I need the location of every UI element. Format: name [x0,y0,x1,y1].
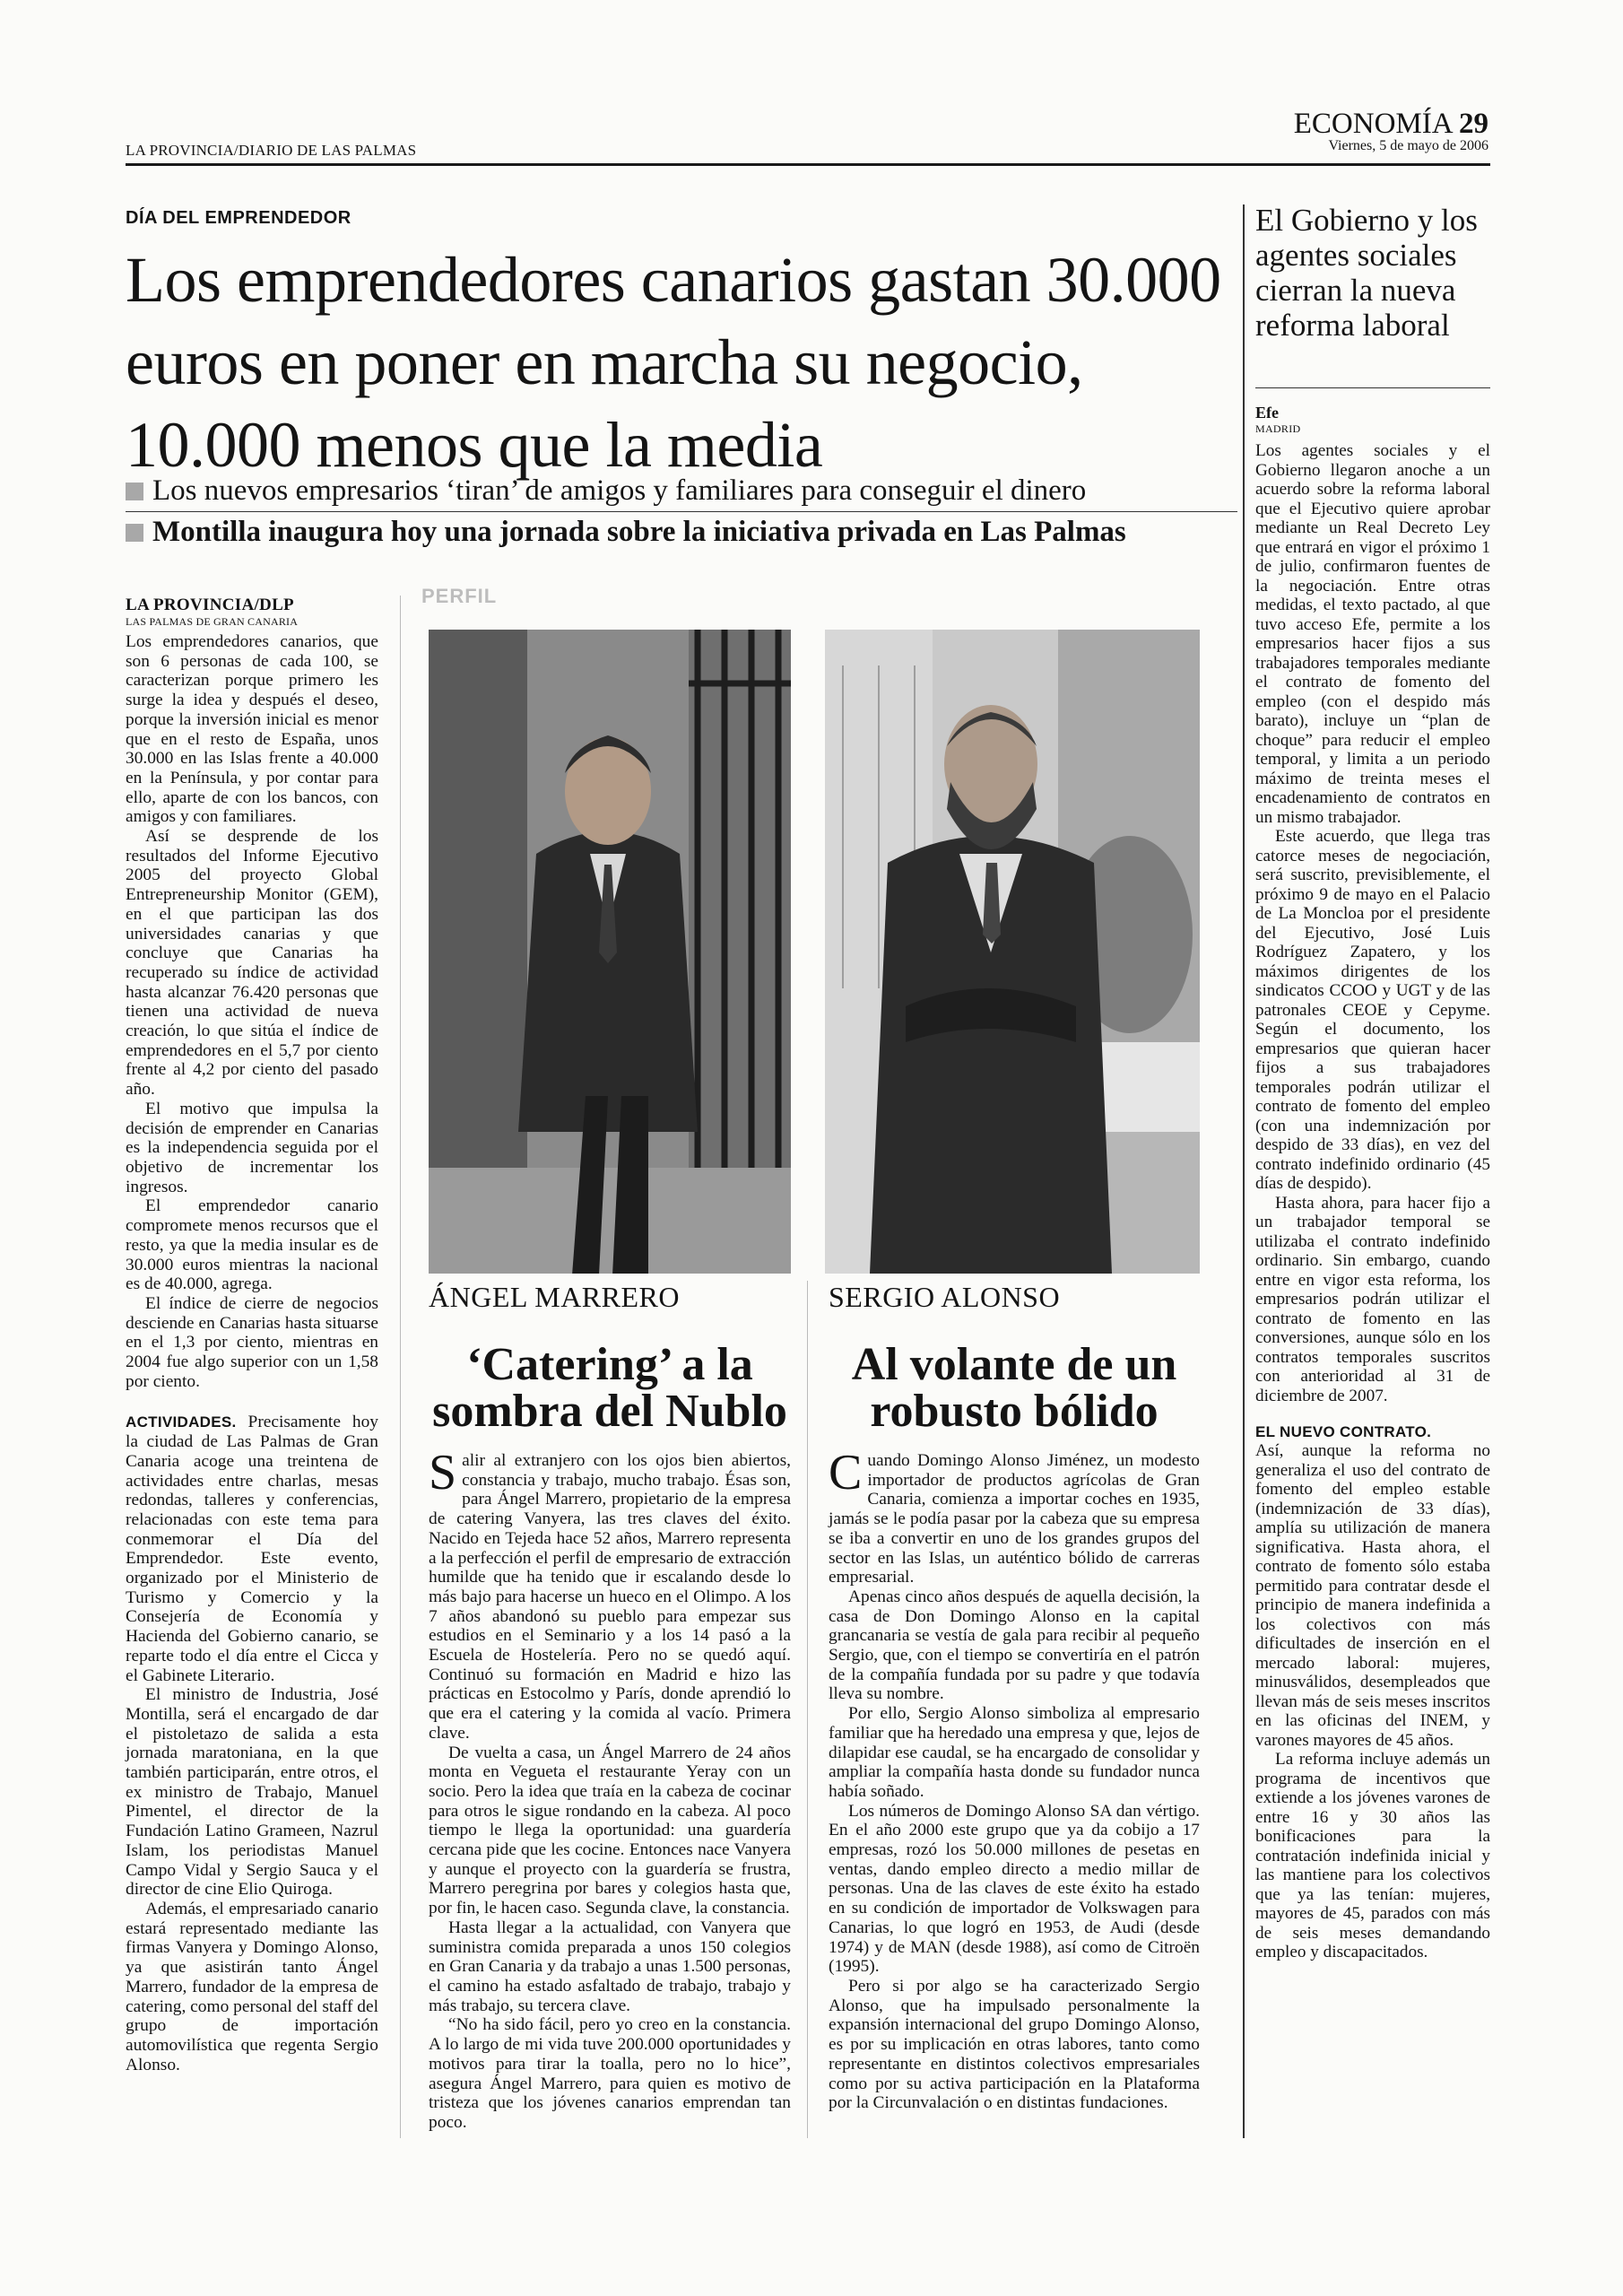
column-divider [807,1281,808,2138]
paragraph: La reforma incluye además un programa de incentivos que extiende a los jóvenes varones de entre 16 y 30 años las bonificaciones para la contratación indefinida inicial y las mantiene para los colectivos que ya las tenían: mujeres, mayores de 45, parados con más de seis meses demandando empleo y discapacitados. [1255,1750,1490,1961]
paragraph: Este acuerdo, que llega tras catorce meses de negociación, será suscrito, previsiblemente, el próximo 9 de mayo en el Palacio de La Moncloa por el presidente del Ejecutivo, José Luis Rodríguez Zapatero, y los máximos dirigentes de los sindicatos CCOO y UGT y de las patronales CEOE y Cepyme. Según el documento, los empresarios que quieran hacer fijos a sus trabajadores temporales podrán utilizar el contrato de fomento del empleo (con una indemnización por despido de 33 días), en vez del contrato indefinido ordinario (45 días de despido). [1255,827,1490,1193]
header-rule [126,163,1490,166]
deck-rule [126,511,1237,512]
masthead-paper: LA PROVINCIA/DIARIO DE LAS PALMAS [126,142,417,159]
headline: Los emprendedores canarios gastan 30.000 euros en poner en marcha su negocio, 10.000 menos que la media [126,244,1221,481]
perfil-label: PERFIL [421,585,498,607]
sidebar-headline: El Gobierno y los agentes sociales cierran la nueva reforma laboral [1255,203,1478,343]
paragraph: El índice de cierre de negocios desciende en Canarias hasta situarse en el 1,3 por ciento, mientras en 2004 fue algo superior con un 1,58 por ciento. [126,1293,378,1391]
column-divider [400,596,401,2138]
column-divider [1243,204,1245,2138]
subhead: ACTIVIDADES. [126,1413,237,1431]
paragraph: “No ha sido fácil, pero yo creo en la constancia. A lo largo de mi vida tuve 200.000 oportunidades y motivos para tirar la toalla, pero no lo hice”, asegura Ángel Marrero, para quien es motivo de tristeza que los jóvenes canarios emprendan tan poco. [429,2015,791,2132]
deck-2: Montilla inaugura hoy una jornada sobre la iniciativa privada en Las Palmas [126,515,1237,549]
sidebar-byline: Efe [1255,404,1279,422]
dropcap: C [829,1445,863,1500]
portrait-image [825,630,1200,1274]
paragraph: Hasta llegar a la actualidad, con Vanyera que suministra comida preparada a unos 150 colegios en Gran Canaria y da trabajo a unas 1.500 personas, el camino ha estado asfaltado de trabajo, trabajo y más trabajo, su tercera clave. [429,1918,791,2015]
dateline: LAS PALMAS DE GRAN CANARIA [126,615,299,628]
paragraph: Además, el empresariado canario estará representado mediante las firmas Vanyera y Domingo Alonso, ya que asistirán tanto Ángel Marrero, fundador de la empresa de catering, como personal del staff del grupo de importación automovilística que regenta Sergio Alonso. [126,1900,378,2074]
page-number: 29 [1459,108,1488,140]
sidebar-dateline: MADRID [1255,422,1301,435]
paragraph: El emprendedor canario compromete menos recursos que el resto, ya que la media insular es de 30.000 euros mientras la nacional es de 40.000, agrega. [126,1196,378,1294]
profile-body-marrero [429,1445,791,2133]
paragraph: Salir al extranjero con los ojos bien abiertos, constancia y trabajo, mucho trabajo. Ésas son, para Ángel Marrero, propietario de la empresa de catering Vanyera, las tres claves del éxito. Nacido en Tejeda hace 52 años, Marrero representa a la perfección el perfil de empresario de extracción humilde que ha tenido que ir escalando desde lo más bajo para hacerse un hueco en el Olimpo. A los 7 años abandonó su pueblo para empezar sus estudios en el Seminario y a los 14 pasó a la Escuela de Hostelería. Pero no se quedó aquí. Continuó su formación en Madrid e hizo las prácticas en Estocolmo y París, donde aprendió lo que era el catering y la comida al vacío. Primera clave. [429,1445,791,1743]
section-name: ECONOMÍA [1293,108,1452,140]
profile-name-marrero: ÁNGEL MARRERO [429,1281,680,1313]
profile-title-alonso: Al volante de un robusto bólido [851,1339,1177,1437]
paragraph: De vuelta a casa, un Ángel Marrero de 24 años monta en Vegueta el restaurante Yeray con un socio. Pero la idea que traía en la cabeza de cocinar para otros le sigue rondando en la cabeza. Al poco tiempo le llega la oportunidad: una guardería cercana pide que les cocine. Entonces nace Vanyera y aunque el proyecto con la guardería se frustra, Marrero peregrina por bares y colegios hasta que, por fin, le hacen caso. Segunda clave, la constancia. [429,1743,791,1918]
dropcap: S [429,1445,457,1500]
paragraph: Pero si por algo se ha caracterizado Sergio Alonso, que ha impulsado personalmente la expansión internacional del grupo Domingo Alonso, es por su implicación en otras labores, tanto como representante en distintos colectivos empresariales como por su activa participación en la Plataforma por la Circunvalación o en distintas fundaciones. [829,1976,1200,2113]
byline: LA PROVINCIA/DLP [126,596,294,614]
paragraph: Los agentes sociales y el Gobierno llegaron anoche a un acuerdo sobre la reforma laboral que el Ejecutivo quiere aprobar mediante un Real Decreto Ley que entrará en vigor el próximo 1 de julio, confirmaron fuentes de la negociación. Entre otras medidas, el texto pactado, al que tuvo acceso Efe, permite a los empresarios hacer fijos a sus trabajadores temporales mediante el contrato de fomento del empleo (con el despido más barato), incluye un “plan de choque” para reducir el empleo temporal, y limita a un periodo máximo de treinta meses el encadenamiento de contratos en un mismo trabajador. [1255,441,1490,827]
issue-date: Viernes, 5 de mayo de 2006 [1328,138,1488,153]
paragraph: Por ello, Sergio Alonso simboliza al empresario familiar que ha heredado una empresa y que, lejos de dilapidar ese caudal, se ha encargado de consolidar y ampliar la compañía hasta donde su fundador nunca había soñado. [829,1704,1200,1801]
sidebar-column [1255,404,1490,1962]
paragraph: El ministro de Industria, José Montilla, será el encargado de dar el pistoletazo de salida a esta jornada maratoniana, en la que también participarán, entre otros, el ex ministro de Trabajo, Manuel Pimentel, el director de la Fundación Latino Grameen, Nazrul Islam, los periodistas Manuel Campo Vidal y Sergio Sauca y el director de cine Elio Quiroga. [126,1685,378,1900]
paragraph: Los números de Domingo Alonso SA dan vértigo. En el año 2000 este grupo que ya da cobijo a 17 empresas, rozó los 50.000 millones de pesetas en ventas, dando empleo directo a medio millar de personas. Una de las claves de este éxito ha estado en su condición de importador de Volkswagen para Canarias, lo que logró en 1953, de Audi (desde 1974) y de MAN (desde 1988), así como de Citroën (1995). [829,1801,1200,1977]
profile-name-alonso: SERGIO ALONSO [829,1281,1061,1313]
photo-sergio-alonso [825,630,1200,1274]
paragraph: Los emprendedores canarios, que son 6 personas de cada 100, se caracterizan porque primero les surge la idea y después el deseo, porque la inversión inicial es menor que en el resto de España, unos 30.000 en las Islas frente a 40.000 en la Península, y por contar para ello, aparte de con los bancos, con amigos y con familiares. [126,632,378,827]
deck-1: Los nuevos empresarios ‘tiran’ de amigos y familiares para conseguir el dinero [126,474,1237,508]
profile-title-marrero: ‘Catering’ a la sombra del Nublo [432,1339,787,1437]
paragraph: Apenas cinco años después de aquella decisión, la casa de Don Domingo Alonso en la capital grancanaria se vestía de gala para recibir al pequeño Sergio, que, con el tiempo se convertiría en el patrón de la compañía fundada por su padre y que todavía lleva su nombre. [829,1587,1200,1704]
deck-bullet-icon [126,483,143,500]
profile-body-alonso [829,1445,1200,2113]
paragraph: Así se desprende de los resultados del Informe Ejecutivo 2005 del proyecto Global Entrepreneurship Monitor (GEM), en el que participan las dos universidades canarias y que concluye que Canarias ha recuperado su índice de actividad hasta alcanzar 76.420 personas que tienen una actividad de nueva creación, lo que sitúa el índice de emprendedores en el 5,7 por ciento frente al 4,2 por ciento del pasado año. [126,827,378,1100]
paragraph: Así, aunque la reforma no generaliza el uso del contrato de fomento del empleo estable (indemnización de 33 días), amplía su utilización de manera significativa. Hasta ahora, el contrato de fomento sólo estaba permitido para contratar desde el principio de manera indefinida a los colectivos con más dificultades de inserción en el mercado laboral: mujeres, minusválidos, desempleados que llevan más de seis meses inscritos en las oficinas del INEM, y varones mayores de 45 años. [1255,1441,1490,1750]
portrait-image [429,630,791,1274]
photo-angel-marrero [429,630,791,1274]
main-article-column [126,596,378,2074]
paragraph: El motivo que impulsa la decisión de emprender en Canarias es la independencia seguida por el objetivo de incrementar los ingresos. [126,1099,378,1196]
sidebar-subhead: EL NUEVO CONTRATO. [1255,1423,1432,1440]
paragraph: Hasta ahora, para hacer fijo a un trabajador temporal se utilizaba el contrato indefinido ordinario. Sin embargo, cuando entre en vigor esta reforma, los empresarios podrán utilizar el contrato de fomento en las conversiones, aunque sólo en los contratos temporales suscritos con anterioridad al 31 de diciembre de 2007. [1255,1193,1490,1405]
deck-bullet-icon [126,524,143,542]
paragraph: ACTIVIDADES. Precisamente hoy la ciudad de Las Palmas de Gran Canaria acoge una treintena de actividades entre charlas, mesas redondas, talleres y conferencias, relacionadas con este tema para conmemorar el Día del Emprendedor. Este evento, organizado por el Ministerio de Turismo y Comercio y la Consejería de Economía y Hacienda del Gobierno canario, se reparte todo el día entre el Cicca y el Gabinete Literario. [126,1413,378,1685]
sidebar-rule [1255,387,1490,388]
kicker: DÍA DEL EMPRENDEDOR [126,208,352,228]
paragraph: Cuando Domingo Alonso Jiménez, un modesto importador de productos agrícolas de Gran Canaria, comienza a importar coches en 1935, jamás se le podía pasar por la cabeza que su empresa se iba a convertir en uno de los grandes grupos del sector en las Islas, un auténtico bólido de carreras empresarial. [829,1445,1200,1587]
section-title [1291,108,1488,141]
